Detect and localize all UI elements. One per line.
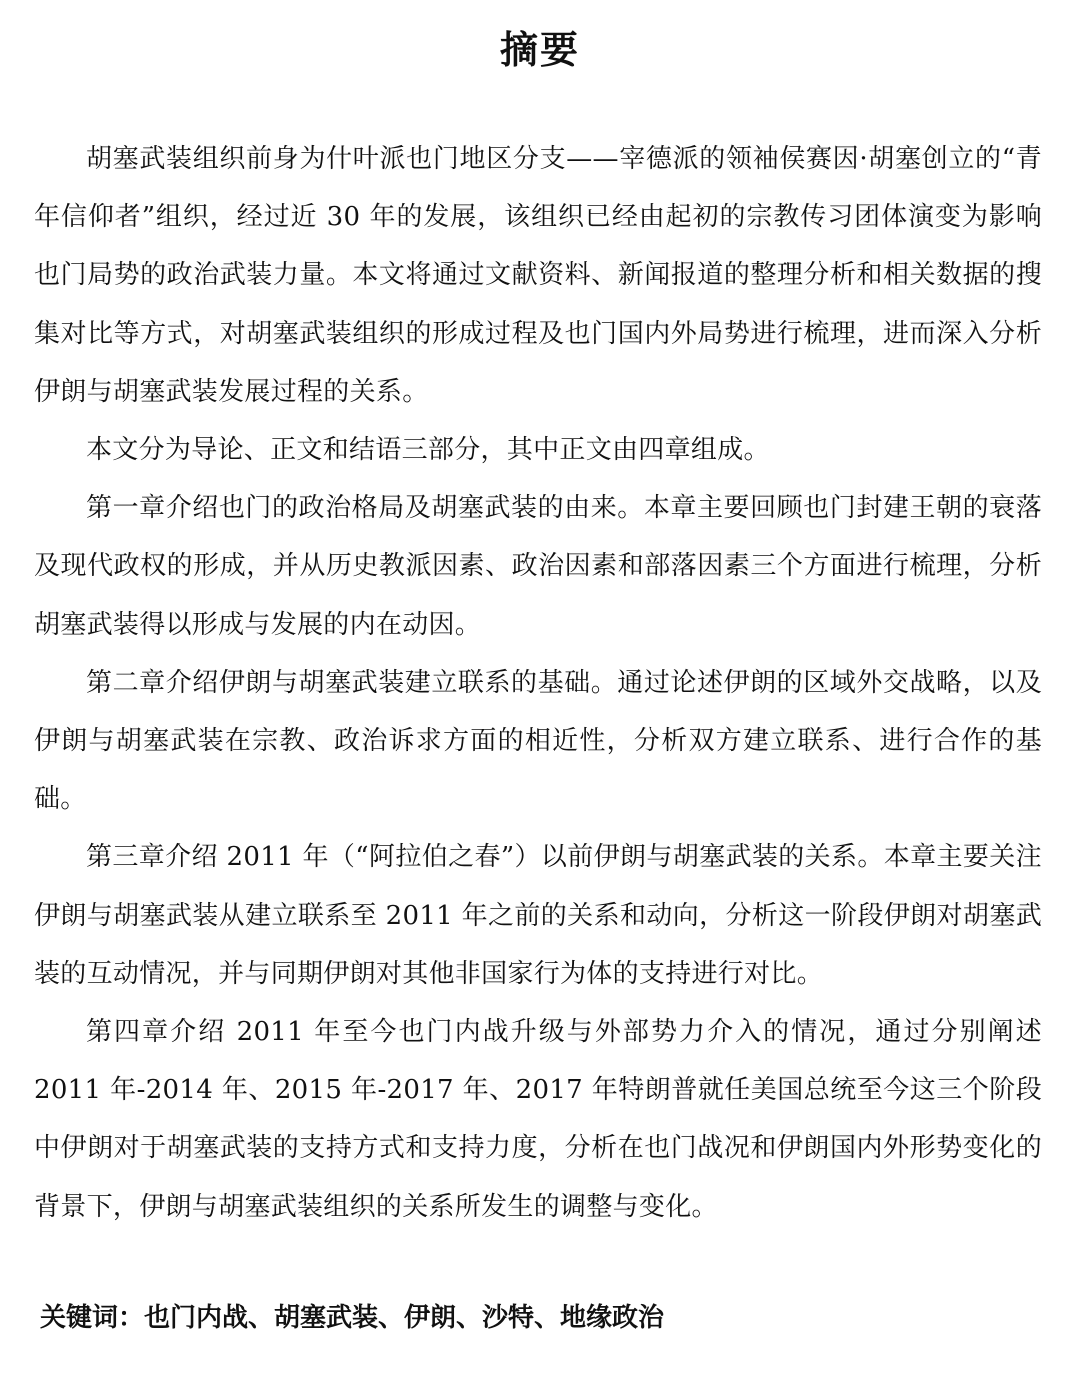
abstract-paragraph-3: 第一章介绍也门的政治格局及胡塞武装的由来。本章主要回顾也门封建王朝的衰落及现代政权的形成，并从历史教派因素、政治因素和部落因素三个方面进行梳理，分析胡塞武装得以形成与发展的内在动因。 [34,493,1042,640]
abstract-paragraph-5: 第三章介绍 2011 年（“阿拉伯之春”）以前伊朗与胡塞武装的关系。本章主要关注伊朗与胡塞武装从建立联系至 2011 年之前的关系和动向，分析这一阶段伊朗对胡塞武装的互动情况，并与同期伊朗对其他非国家行为体的支持进行对比。 [34,842,1042,989]
abstract-paragraph-4: 第二章介绍伊朗与胡塞武装建立联系的基础。通过论述伊朗的区域外交战略，以及伊朗与胡塞武装在宗教、政治诉求方面的相近性，分析双方建立联系、进行合作的基础。 [34,667,1042,815]
abstract-body [34,130,1042,1236]
keywords-line: 关键词：也门内战、胡塞武装、伊朗、沙特、地缘政治 [40,1303,665,1333]
abstract-paragraph-1: 胡塞武装组织前身为什叶派也门地区分支——宰德派的领袖侯赛因·胡塞创立的“青年信仰者”组织，经过近 30 年的发展，该组织已经由起初的宗教传习团体演变为影响也门局势的政治武装力量。本文将通过文献资料、新闻报道的整理分析和相关数据的搜集对比等方式，对胡塞武装组织的形成过程及也门国内外局势进行梳理，进而深入分析伊朗与胡塞武装发展过程的关系。 [34,144,1042,407]
page-title: 摘要 [499,28,580,72]
abstract-paragraph-2: 本文分为导论、正文和结语三部分，其中正文由四章组成。 [86,435,770,466]
abstract-paragraph-6: 第四章介绍 2011 年至今也门内战升级与外部势力介入的情况，通过分别阐述 2011 年-2014 年、2015 年-2017 年、2017 年特朗普就任美国总统至今这三个阶段中伊朗对于胡塞武装的支持方式和支持力度，分析在也门战况和伊朗国内外形势变化的背景下，伊朗与胡塞武装组织的关系所发生的调整与变化。 [34,1017,1042,1222]
